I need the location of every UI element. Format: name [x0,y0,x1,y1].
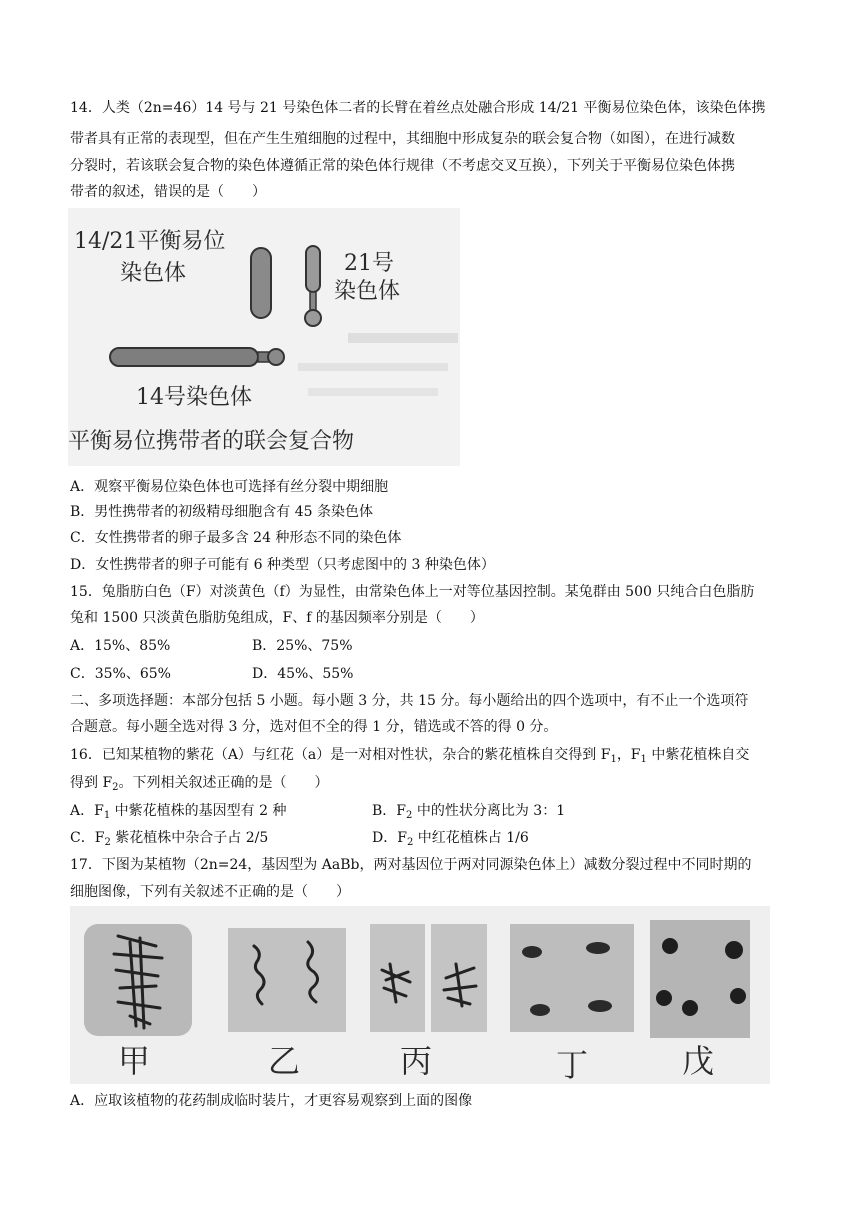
cell-label-yi: 乙 [268,1042,301,1080]
meiosis-cell-images [70,906,770,1084]
q14-option-c: C．女性携带者的卵子最多含 24 种形态不同的染色体 [70,530,402,546]
q14-stem-line-1: 14．人类（2n=46）14 号与 21 号染色体二者的长臂在着丝点处融合形成 14/21 平衡易位染色体，该染色体携 [70,100,766,116]
cell-yi-image [228,928,346,1032]
q14-option-a: A．观察平衡易位染色体也可选择有丝分裂中期细胞 [70,479,389,495]
cell-label-ding: 丁 [556,1046,589,1084]
q16-option-c: C．$F_2$ 紫花植株中杂合子占 2/5 [70,830,269,848]
label-translocation-line2: 染色体 [120,261,187,286]
chromosome-14 [110,348,258,366]
cell-label-jia: 甲 [118,1042,151,1080]
q14-option-d: D．女性携带者的卵子可能有 6 种类型（只考虑图中的 3 种染色体） [70,557,495,573]
cell-ding-image [510,924,634,1032]
chromosome-21-satellite [305,310,321,326]
q14-stem-line-4: 带者的叙述，错误的是（ ） [70,184,266,200]
q17-stem-line-1: 17．下图为某植物（2n=24，基因型为 AaBb，两对基因位于两对同源染色体上）减数分裂过程中不同时期的 [70,857,752,873]
q14-stem-line-2: 带者具有正常的表现型，但在产生生殖细胞的过程中，其细胞中形成复杂的联会复合物（如图），在进行减数 [70,131,735,147]
q16-stem-line-2: 得到 $F_2$。下列相关叙述正确的是（ ） [70,775,329,793]
q16-option-b: B．$F_2$ 中的性状分离比为 3：1 [372,803,566,821]
q15-stem-line-1: 15．兔脂肪白色（F）对淡黄色（f）为显性，由常染色体上一对等位基因控制。某兔群由 500 只纯合白色脂肪 [70,584,755,600]
section-2-heading-line-2: 合题意。每小题全选对得 3 分，选对但不全的得 1 分，错选或不答的得 0 分。 [70,719,558,735]
label-chromosome-21-line2: 染色体 [334,279,401,304]
q14-option-b: B．男性携带者的初级精母细胞含有 45 条染色体 [70,504,374,520]
q17-stem-line-2: 细胞图像，下列有关叙述不正确的是（ ） [70,884,350,900]
figure-caption: 平衡易位携带者的联会复合物 [68,429,355,454]
label-chromosome-21-line1: 21号 [344,251,394,276]
q17-option-a: A．应取该植物的花药制成临时装片，才更容易观察到上面的图像 [70,1093,473,1109]
q15-option-d: D．45%、55% [252,666,354,682]
label-chromosome-14: 14号染色体 [136,385,252,410]
q16-option-a: A．$F_1$ 中紫花植株的基因型有 2 种 [70,803,287,821]
cell-label-bing: 丙 [400,1042,433,1080]
label-translocation-line1: 14/21平衡易位 [74,229,226,254]
section-2-heading-line-1: 二、多项选择题：本部分包括 5 小题。每小题 3 分，共 15 分。每小题给出的四个选项中，有不止一个选项符 [70,693,749,709]
synapsis-complex-figure [68,208,460,466]
chromosome-21-arm [306,246,320,292]
q16-stem-line-1: 16．已知某植物的紫花（A）与红花（a）是一对相对性状，杂合的紫花植株自交得到 $F_1$，$F_1$ 中紫花植株自交 [70,747,750,765]
q15-option-a: A．15%、85% [70,638,171,654]
q14-stem-line-3: 分裂时，若该联会复合物的染色体遵循正常的染色体行规律（不考虑交叉互换），下列关于平衡易位染色体携 [70,158,735,174]
translocation-chromosome [251,248,271,318]
cell-label-wu: 戊 [682,1042,715,1080]
q15-option-c: C．35%、65% [70,666,171,682]
q16-option-d: D．$F_2$ 中红花植株占 1/6 [372,830,529,848]
q15-stem-line-2: 兔和 1500 只淡黄色脂肪兔组成，F、f 的基因频率分别是（ ） [70,610,484,626]
q15-option-b: B．25%、75% [252,638,353,654]
cell-wu-image [650,920,750,1038]
